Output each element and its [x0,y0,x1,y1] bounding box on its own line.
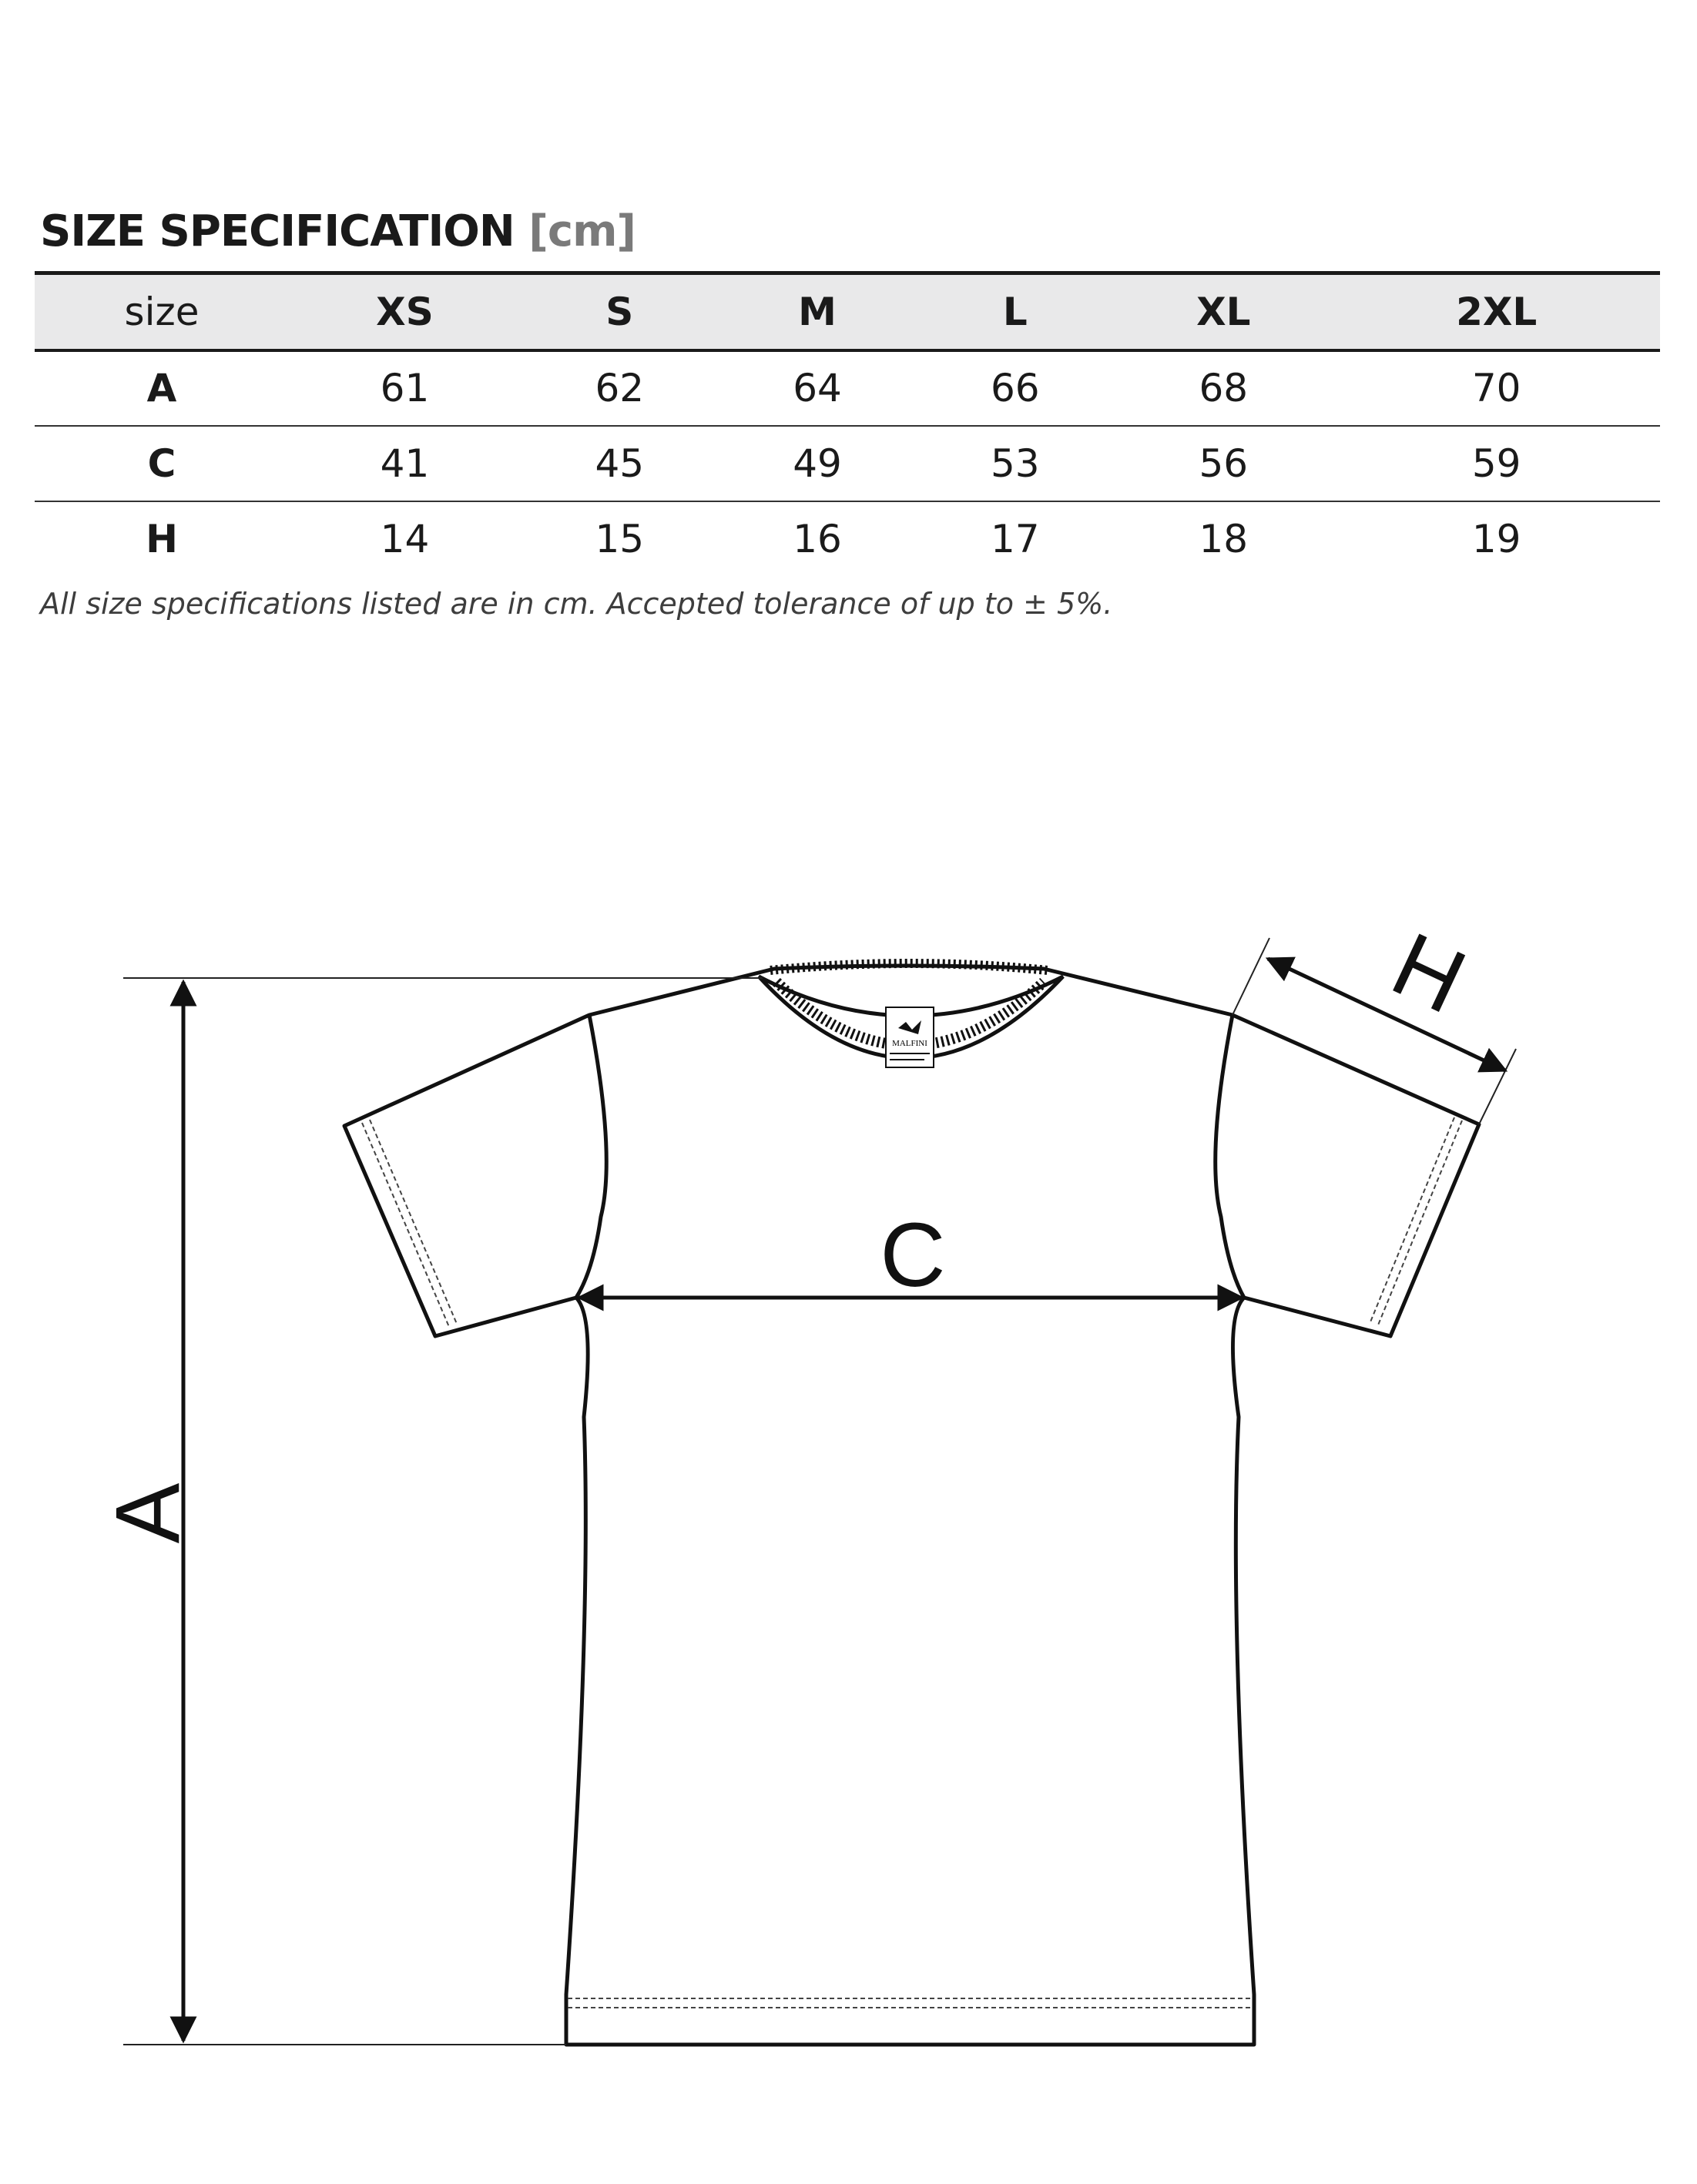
title-unit: [cm] [528,206,636,256]
tolerance-note: All size specifications listed are in cm. Accepted tolerance of up to ± 5%. [40,587,1113,621]
left-armhole-seam [576,1015,606,1298]
size-header-m: M [798,289,837,334]
table-cell: 17 [991,517,1040,561]
bottom-hem-stitch [568,1998,1253,2008]
size-header-l: L [1002,289,1028,334]
table-cell: 62 [595,366,645,410]
title-main: SIZE SPECIFICATION [40,206,515,256]
table-cell: 70 [1471,366,1521,410]
table-cell: 41 [380,440,430,486]
brand-tag-text: MALFINI [892,1039,927,1048]
table-cell: 64 [793,366,842,410]
table-row-h [35,501,1660,577]
right-sleeve-stitch [1370,1117,1462,1327]
table-cell: 14 [380,517,430,561]
c-label: C [880,1204,946,1306]
table-cell: 53 [991,440,1040,486]
tshirt-outline [344,966,1479,2045]
left-sleeve-stitch [362,1120,457,1327]
size-header-xl: XL [1196,289,1251,334]
size-table-header [35,273,1660,350]
table-cell: 18 [1199,517,1249,561]
page-title [40,206,636,256]
table-cell: 66 [991,366,1040,410]
table-cell: 45 [595,440,645,486]
table-cell: 59 [1471,440,1521,486]
size-header-2xl: 2XL [1456,289,1538,334]
table-cell: 16 [793,517,842,561]
a-label: A [97,1482,199,1544]
table-cell: 56 [1199,440,1249,486]
h-label: H [1377,913,1481,1033]
neck-label-tag [886,1007,934,1067]
row-label: C [147,440,176,486]
size-table [35,271,1660,577]
table-cell: 68 [1199,366,1249,410]
table-cell: 19 [1471,517,1521,561]
table-row-a [35,350,1660,426]
size-header-xs: XS [376,289,434,334]
row-label: H [146,517,178,561]
table-cell: 61 [380,366,430,410]
right-armhole-seam [1216,1015,1244,1298]
h-dimension-arrow [1268,959,1505,1070]
size-header-s: S [605,289,634,334]
table-cell: 49 [793,440,842,486]
tshirt-measurement-diagram [0,909,1697,2184]
table-row-c [35,426,1660,501]
size-column-label: size [124,289,200,334]
table-cell: 15 [595,517,645,561]
h-extension-line-left [1233,938,1269,1015]
row-label: A [146,366,177,410]
